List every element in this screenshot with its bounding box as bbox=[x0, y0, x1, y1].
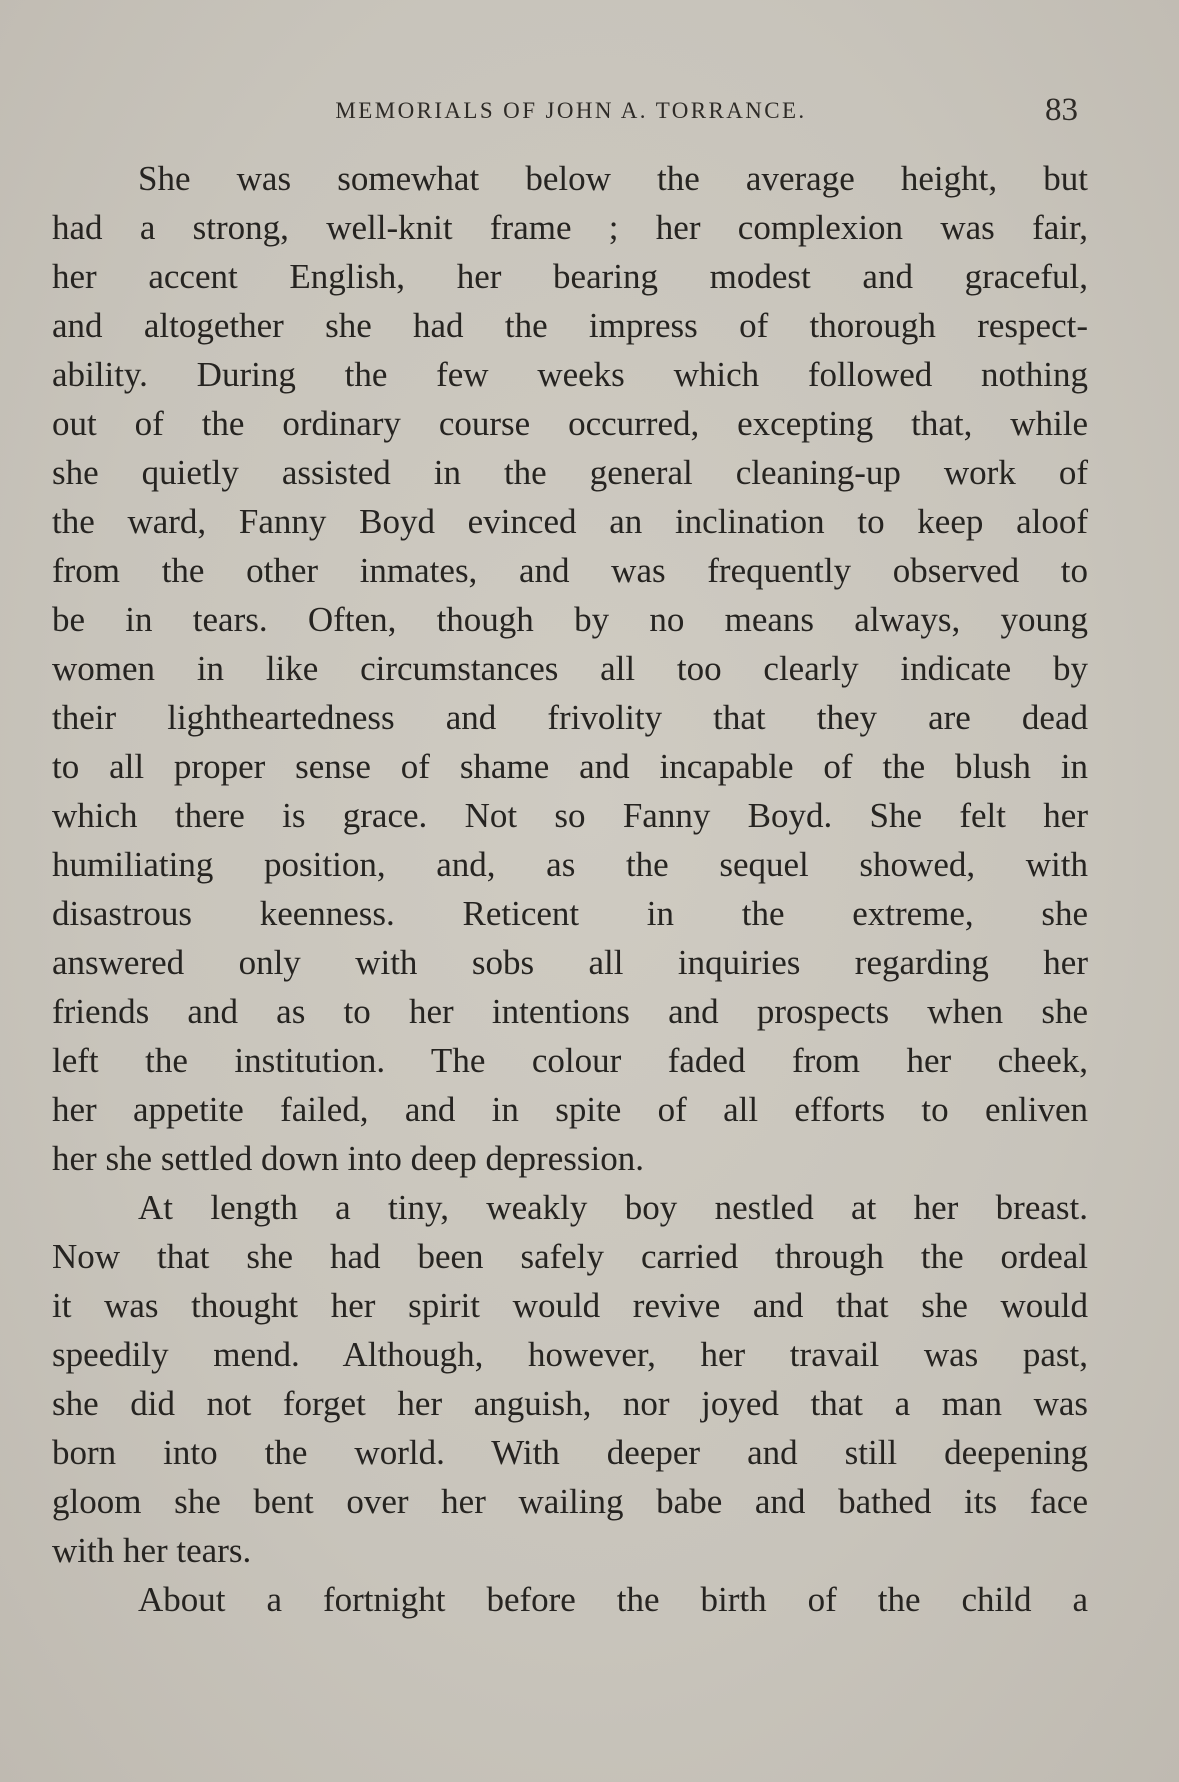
text-line: their lightheartedness and frivolity that they are dead bbox=[52, 698, 1088, 737]
text-line: born into the world. With deeper and still deepening bbox=[52, 1433, 1088, 1472]
text-line: her accent English, her bearing modest and graceful, bbox=[52, 257, 1088, 296]
text-line: She was somewhat below the average height, but bbox=[138, 159, 1088, 198]
text-line: had a strong, well-knit frame ; her complexion was fair, bbox=[52, 208, 1088, 247]
text-line: Now that she had been safely carried through the ordeal bbox=[52, 1237, 1088, 1276]
text-line: gloom she bent over her wailing babe and bathed its face bbox=[52, 1482, 1088, 1521]
text-line: women in like circumstances all too clearly indicate by bbox=[52, 649, 1088, 688]
text-line: left the institution. The colour faded from her cheek, bbox=[52, 1041, 1088, 1080]
text-line: with her tears. bbox=[52, 1531, 252, 1570]
text-line: About a fortnight before the birth of the child a bbox=[138, 1580, 1088, 1619]
text-line: out of the ordinary course occurred, excepting that, while bbox=[52, 404, 1088, 443]
text-line: the ward, Fanny Boyd evinced an inclination to keep aloof bbox=[52, 502, 1088, 541]
text-line: from the other inmates, and was frequently observed to bbox=[52, 551, 1088, 590]
running-title: MEMORIALS OF JOHN A. TORRANCE. bbox=[335, 98, 807, 123]
text-line: her appetite failed, and in spite of all efforts to enliven bbox=[52, 1090, 1088, 1129]
text-line: speedily mend. Although, however, her travail was past, bbox=[52, 1335, 1088, 1374]
text-line: it was thought her spirit would revive and that she would bbox=[52, 1286, 1088, 1325]
text-line: friends and as to her intentions and prospects when she bbox=[52, 992, 1088, 1031]
text-line: disastrous keenness. Reticent in the extreme, she bbox=[52, 894, 1088, 933]
text-line: answered only with sobs all inquiries regarding her bbox=[52, 943, 1088, 982]
text-line: be in tears. Often, though by no means always, young bbox=[52, 600, 1088, 639]
text-line: she quietly assisted in the general cleaning-up work of bbox=[52, 453, 1088, 492]
body-text bbox=[52, 154, 1088, 1624]
text-line: At length a tiny, weakly boy nestled at her breast. bbox=[138, 1188, 1088, 1227]
text-line: to all proper sense of shame and incapable of the blush in bbox=[52, 747, 1088, 786]
paragraph bbox=[52, 1183, 1088, 1575]
paragraph bbox=[52, 154, 1088, 1183]
text-line: ability. During the few weeks which followed nothing bbox=[52, 355, 1088, 394]
text-line: her she settled down into deep depression. bbox=[52, 1139, 644, 1178]
page-number: 83 bbox=[1045, 92, 1078, 128]
paragraph bbox=[52, 1575, 1088, 1624]
text-line: humiliating position, and, as the sequel showed, with bbox=[52, 845, 1088, 884]
running-head bbox=[56, 92, 1086, 132]
text-line: which there is grace. Not so Fanny Boyd. She felt her bbox=[52, 796, 1088, 835]
text-line: and altogether she had the impress of thorough respect- bbox=[52, 306, 1088, 345]
text-line: she did not forget her anguish, nor joyed that a man was bbox=[52, 1384, 1088, 1423]
